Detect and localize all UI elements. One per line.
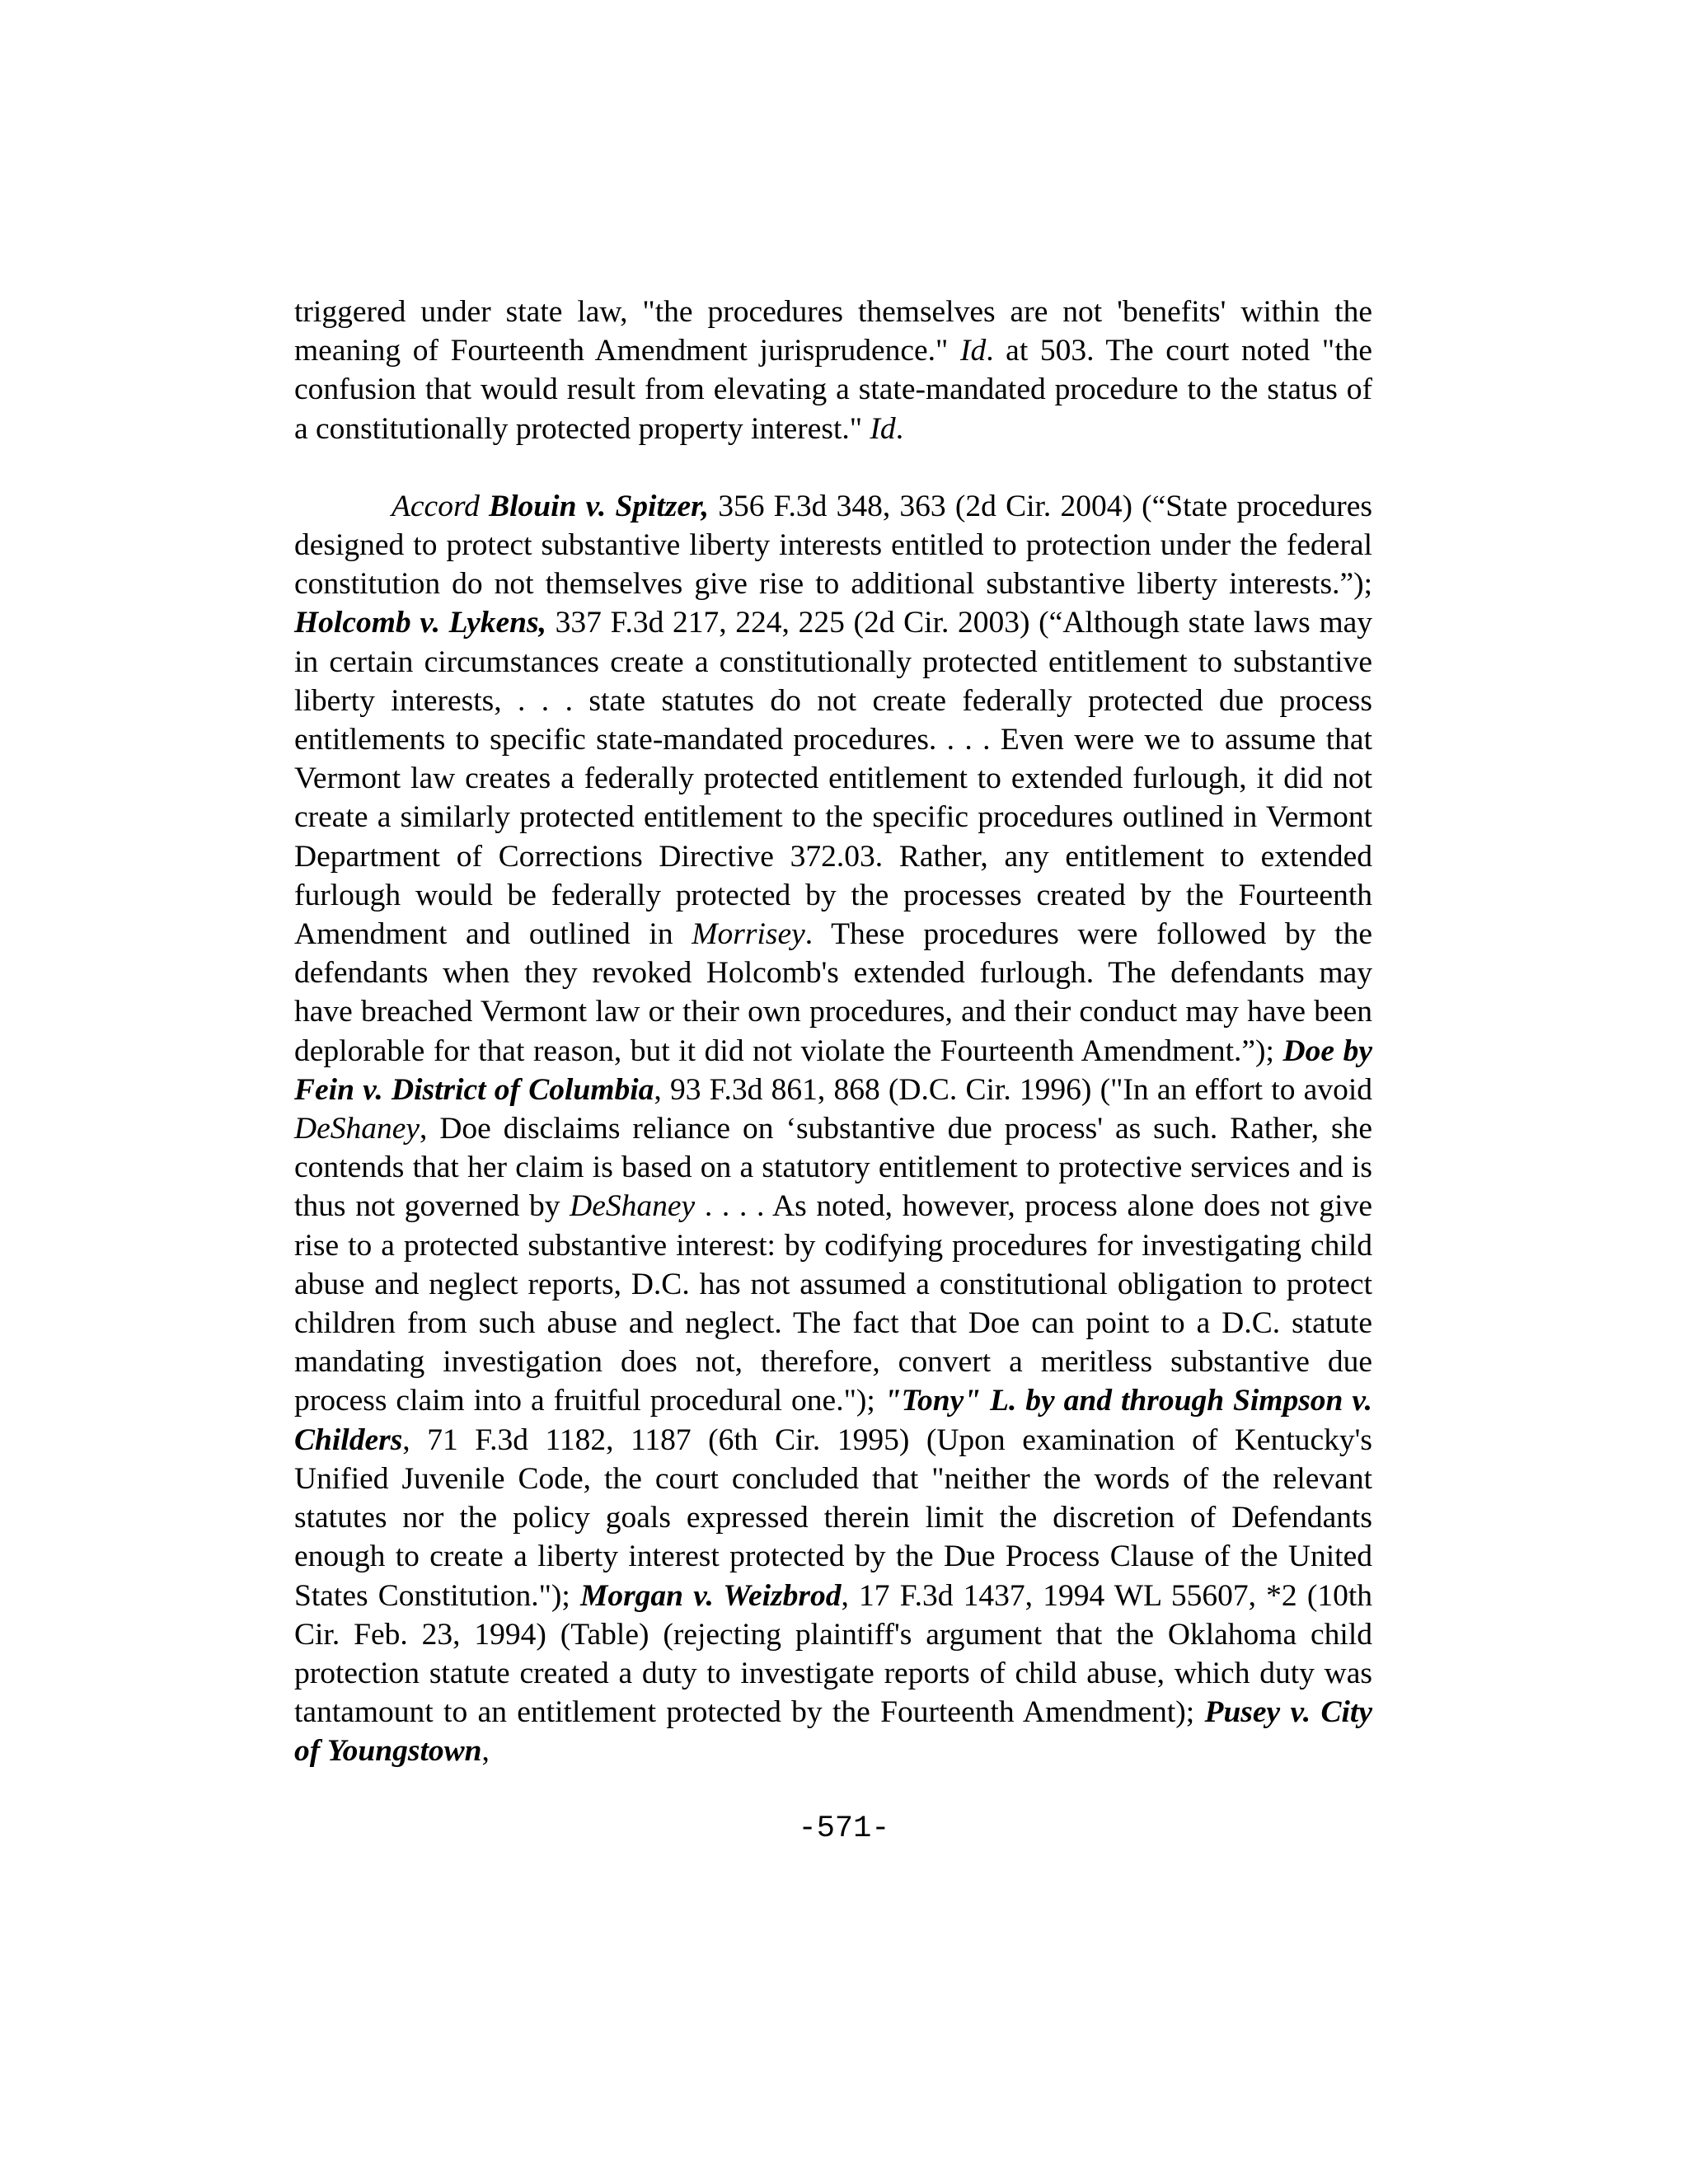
page-number: -571- [798, 1811, 890, 1846]
text-run: , 71 F.3d 1182, 1187 (6th Cir. 1995) (Upon examination of Kentucky's Unified Juvenile Code, the court concluded that "neither the words of the relevant statutes nor the policy goals expressed therein limit the discretion of Defendants enough to create a liberty interest protected by the Due Process Clause of the United States Constitution."); [294, 1422, 1372, 1613]
text-run: . . . . As noted, however, process alone does not give rise to a protected substantive interest: by codifying procedures for investigating child abuse and neglect reports, D.C. has not assumed a constitutional obligation to protect children from such abuse and neglect. The fact that Doe can point to a D.C. statute mandating investigation does not, therefore, convert a meritless substantive due process claim into a fruitful procedural one."); [294, 1189, 1372, 1418]
case-name: Pusey v. City of Youngstown [294, 1695, 1372, 1769]
text-run: , [481, 1734, 490, 1769]
case-name: Holcomb v. Lykens, [294, 606, 546, 640]
text-run: . [895, 411, 904, 446]
text-run [480, 490, 489, 523]
case-name: "Tony" L. by and through Simpson v. Childers [294, 1384, 1372, 1457]
italic-text: Id [870, 411, 896, 446]
paragraph-2 [294, 487, 1372, 1771]
case-name: Doe by Fein v. District of Columbia [294, 1033, 1372, 1107]
text-run: . These procedures were followed by the defendants when they revoked Holcomb's extended furlough. The defendants may have breached Vermont law or their own procedures, and their conduct may have been deplorable for that reason, but it did not violate the Fourteenth Amendment.”); [294, 917, 1372, 1068]
italic-text: Id [959, 334, 987, 368]
paragraph-1 [294, 293, 1372, 448]
case-name: Morgan v. Weizbrod [580, 1578, 842, 1613]
text-run: 356 F.3d 348, 363 (2d Cir. 2004) (“State procedures designed to protect substantive liberty interests entitled to protection under the federal constitution do not themselves give rise to additional substantive liberty interests.”); [294, 489, 1372, 602]
text-run: . at 503. The court noted "the confusion that would result from elevating a state-mandated procedure to the status of a constitutionally protected property interest." [294, 334, 1373, 446]
text-run: , 17 F.3d 1437, 1994 WL 55607, *2 (10th Cir. Feb. 23, 1994) (Table) (rejecting plaintiff's argument that the Oklahoma child protection statute created a duty to investigate reports of child abuse, which duty was tantamount to an entitlement protected by the Fourteenth Amendment); [294, 1578, 1372, 1730]
document-body [294, 293, 1372, 1771]
italic-text: Accord [392, 489, 480, 523]
italic-text: Morrisey [692, 917, 805, 952]
italic-text: DeShaney [294, 1112, 420, 1146]
text-run: , 93 F.3d 861, 868 (D.C. Cir. 1996) ("In an effort to avoid [654, 1072, 1372, 1107]
text-run: , Doe disclaims reliance on ‘substantive due process' as such. Rather, she contends that her claim is based on a statutory entitlement to protective services and is thus not governed by [294, 1112, 1372, 1224]
italic-text: DeShaney [570, 1189, 696, 1224]
text-run: 337 F.3d 217, 224, 225 (2d Cir. 2003) (“Although state laws may in certain circumstances create a constitutionally protected entitlement to substantive liberty interests, . . . state statutes do not create federally protected due process entitlements to specific state-mandated procedures. . . . Even were we to assume that Vermont law creates a federally protected entitlement to extended furlough, it did not create a similarly protected entitlement to the specific procedures outlined in Vermont Department of Corrections Directive 372.03. Rather, any entitlement to extended furlough would be federally protected by the processes created by the Fourteenth Amendment and outlined in [294, 606, 1373, 952]
case-name: Blouin v. Spitzer, [489, 489, 710, 523]
text-run: triggered under state law, "the procedures themselves are not 'benefits' within the meaning of Fourteenth Amendment jurisprudence." [294, 295, 1372, 368]
